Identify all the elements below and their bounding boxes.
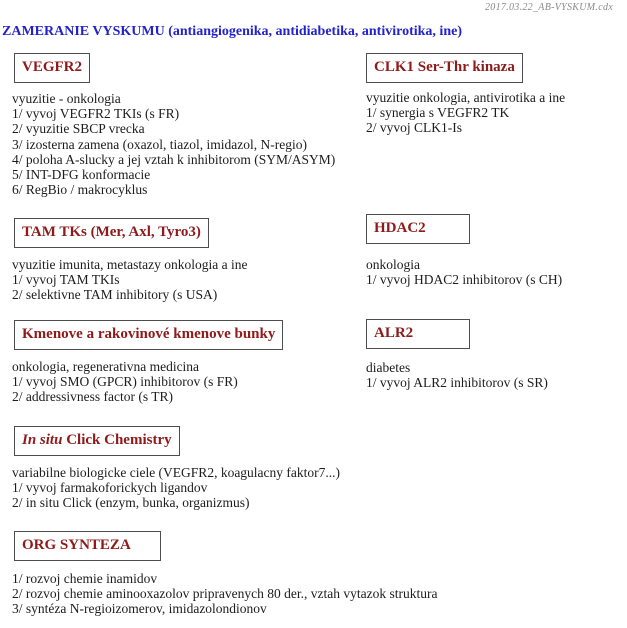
list-line: 1/ rozvoj chemie inamidov	[12, 571, 158, 586]
section-header-clk1	[366, 53, 523, 83]
list-line: 6/ RegBio / makrocyklus	[12, 182, 148, 198]
list-line: 1/ vyvoj SMO (GPCR) inhibitorov (s FR)	[12, 374, 238, 390]
list-line: 1/ synergia s VEGFR2 TK	[366, 105, 510, 121]
section-list-org	[12, 571, 438, 617]
list-line: onkologia, regenerativna medicina	[12, 359, 200, 374]
section-header-insitu	[14, 426, 180, 456]
section-list-hdac2	[366, 257, 562, 287]
list-line: 4/ poloha A-slucky a jej vztah k inhibitorom (SYM/ASYM)	[12, 151, 336, 167]
list-line: 5/ INT-DFG konformacie	[12, 167, 151, 183]
section-title-italic: In situ	[22, 432, 63, 448]
list-line: 1/ vyvoj VEGFR2 TKIs (s FR)	[12, 106, 180, 122]
list-line: 2/ rozvoj chemie aminooxazolov pripravenych 80 der., vztah vytazok struktura	[12, 586, 438, 602]
section-title: TAM TKs (Mer, Axl, Tyro3)	[22, 224, 201, 240]
list-line: 2/ vyvoj CLK1-Is	[366, 120, 462, 136]
section-title: HDAC2	[374, 220, 426, 236]
list-line: onkologia	[366, 257, 420, 272]
section-list-clk1	[366, 90, 565, 136]
document-filename: 2017.03.22_AB-VYSKUM.cdx	[484, 2, 613, 13]
section-title: Kmenove a rakovinové kmenove bunky	[22, 326, 276, 342]
section-title: Click Chemistry	[62, 432, 172, 448]
section-header-vegfr2	[14, 53, 90, 83]
list-line: diabetes	[366, 360, 411, 375]
section-title: VEGFR2	[22, 59, 82, 75]
page-title: ZAMERANIE VYSKUMU (antiangiogenika, antidiabetika, antivirotika, ine)	[2, 24, 462, 39]
list-line: variabilne biologicke ciele (VEGFR2, koagulacny faktor7...)	[12, 465, 341, 480]
list-line: vyuzitie onkologia, antivirotika a ine	[366, 90, 566, 105]
list-line: 1/ vyvoj farmakoforickych ligandov	[12, 480, 208, 496]
list-line: vyuzitie - onkologia	[12, 91, 121, 106]
list-line: 1/ vyvoj ALR2 inhibitorov (s SR)	[366, 375, 548, 391]
section-header-kmenove	[14, 320, 283, 350]
section-header-alr2	[366, 319, 470, 349]
section-header-hdac2	[366, 214, 470, 244]
section-list-tam	[12, 257, 247, 303]
list-line: 1/ vyvoj TAM TKIs	[12, 272, 120, 288]
section-title: ALR2	[374, 325, 414, 341]
section-list-insitu	[12, 465, 340, 511]
list-line: 2/ vyuzitie SBCP vrecka	[12, 121, 145, 137]
section-title: ORG SYNTEZA	[22, 537, 131, 553]
list-line: 2/ addressivness factor (s TR)	[12, 389, 173, 405]
section-list-kmenove	[12, 359, 238, 405]
list-line: 3/ izosterna zamena (oxazol, tiazol, imidazol, N-regio)	[12, 136, 308, 152]
list-line: 3/ syntéza N-regioizomerov, imidazolondionov	[12, 601, 267, 617]
section-list-vegfr2	[12, 91, 335, 197]
list-line: 1/ vyvoj HDAC2 inhibitorov (s CH)	[366, 272, 563, 288]
list-line: 2/ in situ Click (enzym, bunka, organizmus)	[12, 495, 250, 511]
list-line: 2/ selektivne TAM inhibitory (s USA)	[12, 287, 218, 303]
section-list-alr2	[366, 360, 548, 390]
list-line: vyuzitie imunita, metastazy onkologia a ine	[12, 257, 248, 272]
section-header-tam	[14, 218, 209, 248]
section-header-org	[14, 531, 161, 561]
section-title: CLK1 Ser-Thr kinaza	[374, 59, 515, 75]
